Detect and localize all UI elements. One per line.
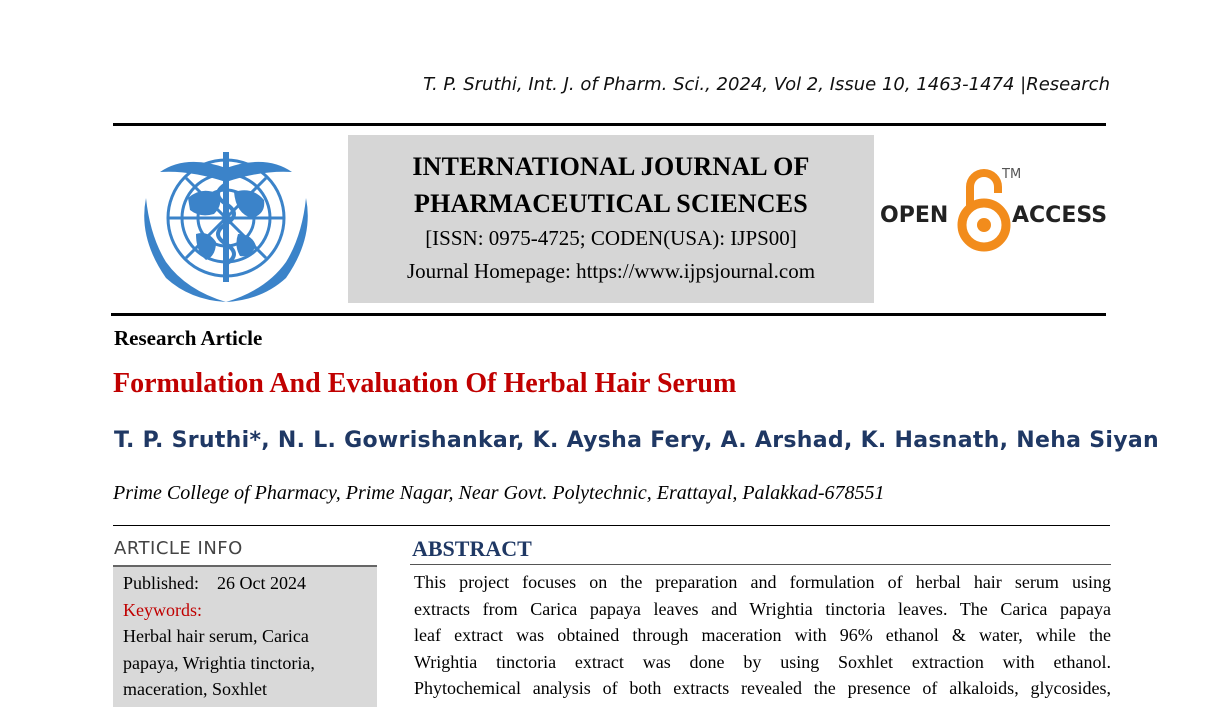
abstract-heading: ABSTRACT bbox=[412, 536, 532, 561]
article-info-box bbox=[113, 567, 377, 707]
open-access-open-text: OPEN bbox=[880, 203, 949, 228]
published-date: 26 Oct 2024 bbox=[217, 573, 307, 593]
affiliation-rule bbox=[113, 525, 1110, 526]
published-label: Published: bbox=[123, 573, 200, 593]
header-rule-top bbox=[113, 123, 1106, 126]
author-list: T. P. Sruthi*, N. L. Gowrishankar, K. Aysha Fery, A. Arshad, K. Hasnath, Neha Siyan bbox=[114, 428, 1160, 453]
journal-homepage: Journal Homepage: https://www.ijpsjournal.com bbox=[406, 259, 816, 283]
abstract-line: Wrightia tinctoria extract was done by using Soxhlet extraction with ethanol. bbox=[414, 651, 1111, 672]
abstract-line: This project focuses on the preparation and formulation of herbal hair serum using bbox=[414, 572, 1111, 592]
header-rule-bottom bbox=[111, 313, 1106, 316]
keywords-line: Herbal hair serum, Carica bbox=[123, 626, 309, 646]
trademark-mark: TM bbox=[1002, 167, 1022, 182]
affiliation: Prime College of Pharmacy, Prime Nagar, Near Govt. Polytechnic, Erattayal, Palakkad-678551 bbox=[113, 482, 885, 504]
abstract-line: extracts from Carica papaya leaves and Wrightia tinctoria leaves. The Carica papaya bbox=[414, 598, 1111, 619]
running-head: T. P. Sruthi, Int. J. of Pharm. Sci., 2024, Vol 2, Issue 10, 1463-1474 |Research bbox=[423, 74, 1110, 95]
abstract-line: leaf extract was obtained through maceration with 96% ethanol & water, while the bbox=[414, 625, 1111, 645]
journal-logo-icon bbox=[126, 138, 326, 306]
journal-masthead bbox=[348, 135, 874, 303]
article-info-heading: ARTICLE INFO bbox=[114, 538, 243, 559]
article-type: Research Article bbox=[114, 326, 263, 350]
journal-title-line1: INTERNATIONAL JOURNAL OF bbox=[412, 152, 810, 181]
keywords-label: Keywords: bbox=[123, 599, 202, 620]
journal-title-line2: PHARMACEUTICAL SCIENCES bbox=[414, 189, 808, 218]
published-row bbox=[123, 570, 367, 597]
abstract-body bbox=[414, 569, 1111, 702]
open-access-logo bbox=[880, 165, 1110, 255]
abstract-rule bbox=[410, 564, 1111, 565]
keywords-line: papaya, Wrightia tinctoria, bbox=[123, 652, 315, 673]
keywords-line: maceration, Soxhlet bbox=[123, 679, 267, 699]
open-access-access-text: ACCESS bbox=[1012, 203, 1108, 228]
journal-issn: [ISSN: 0975-4725; CODEN(USA): IJPS00] bbox=[425, 226, 797, 250]
article-title: Formulation And Evaluation Of Herbal Hair Serum bbox=[113, 368, 737, 399]
abstract-line: Phytochemical analysis of both extracts revealed the presence of alkaloids, glycosides, bbox=[414, 678, 1111, 698]
